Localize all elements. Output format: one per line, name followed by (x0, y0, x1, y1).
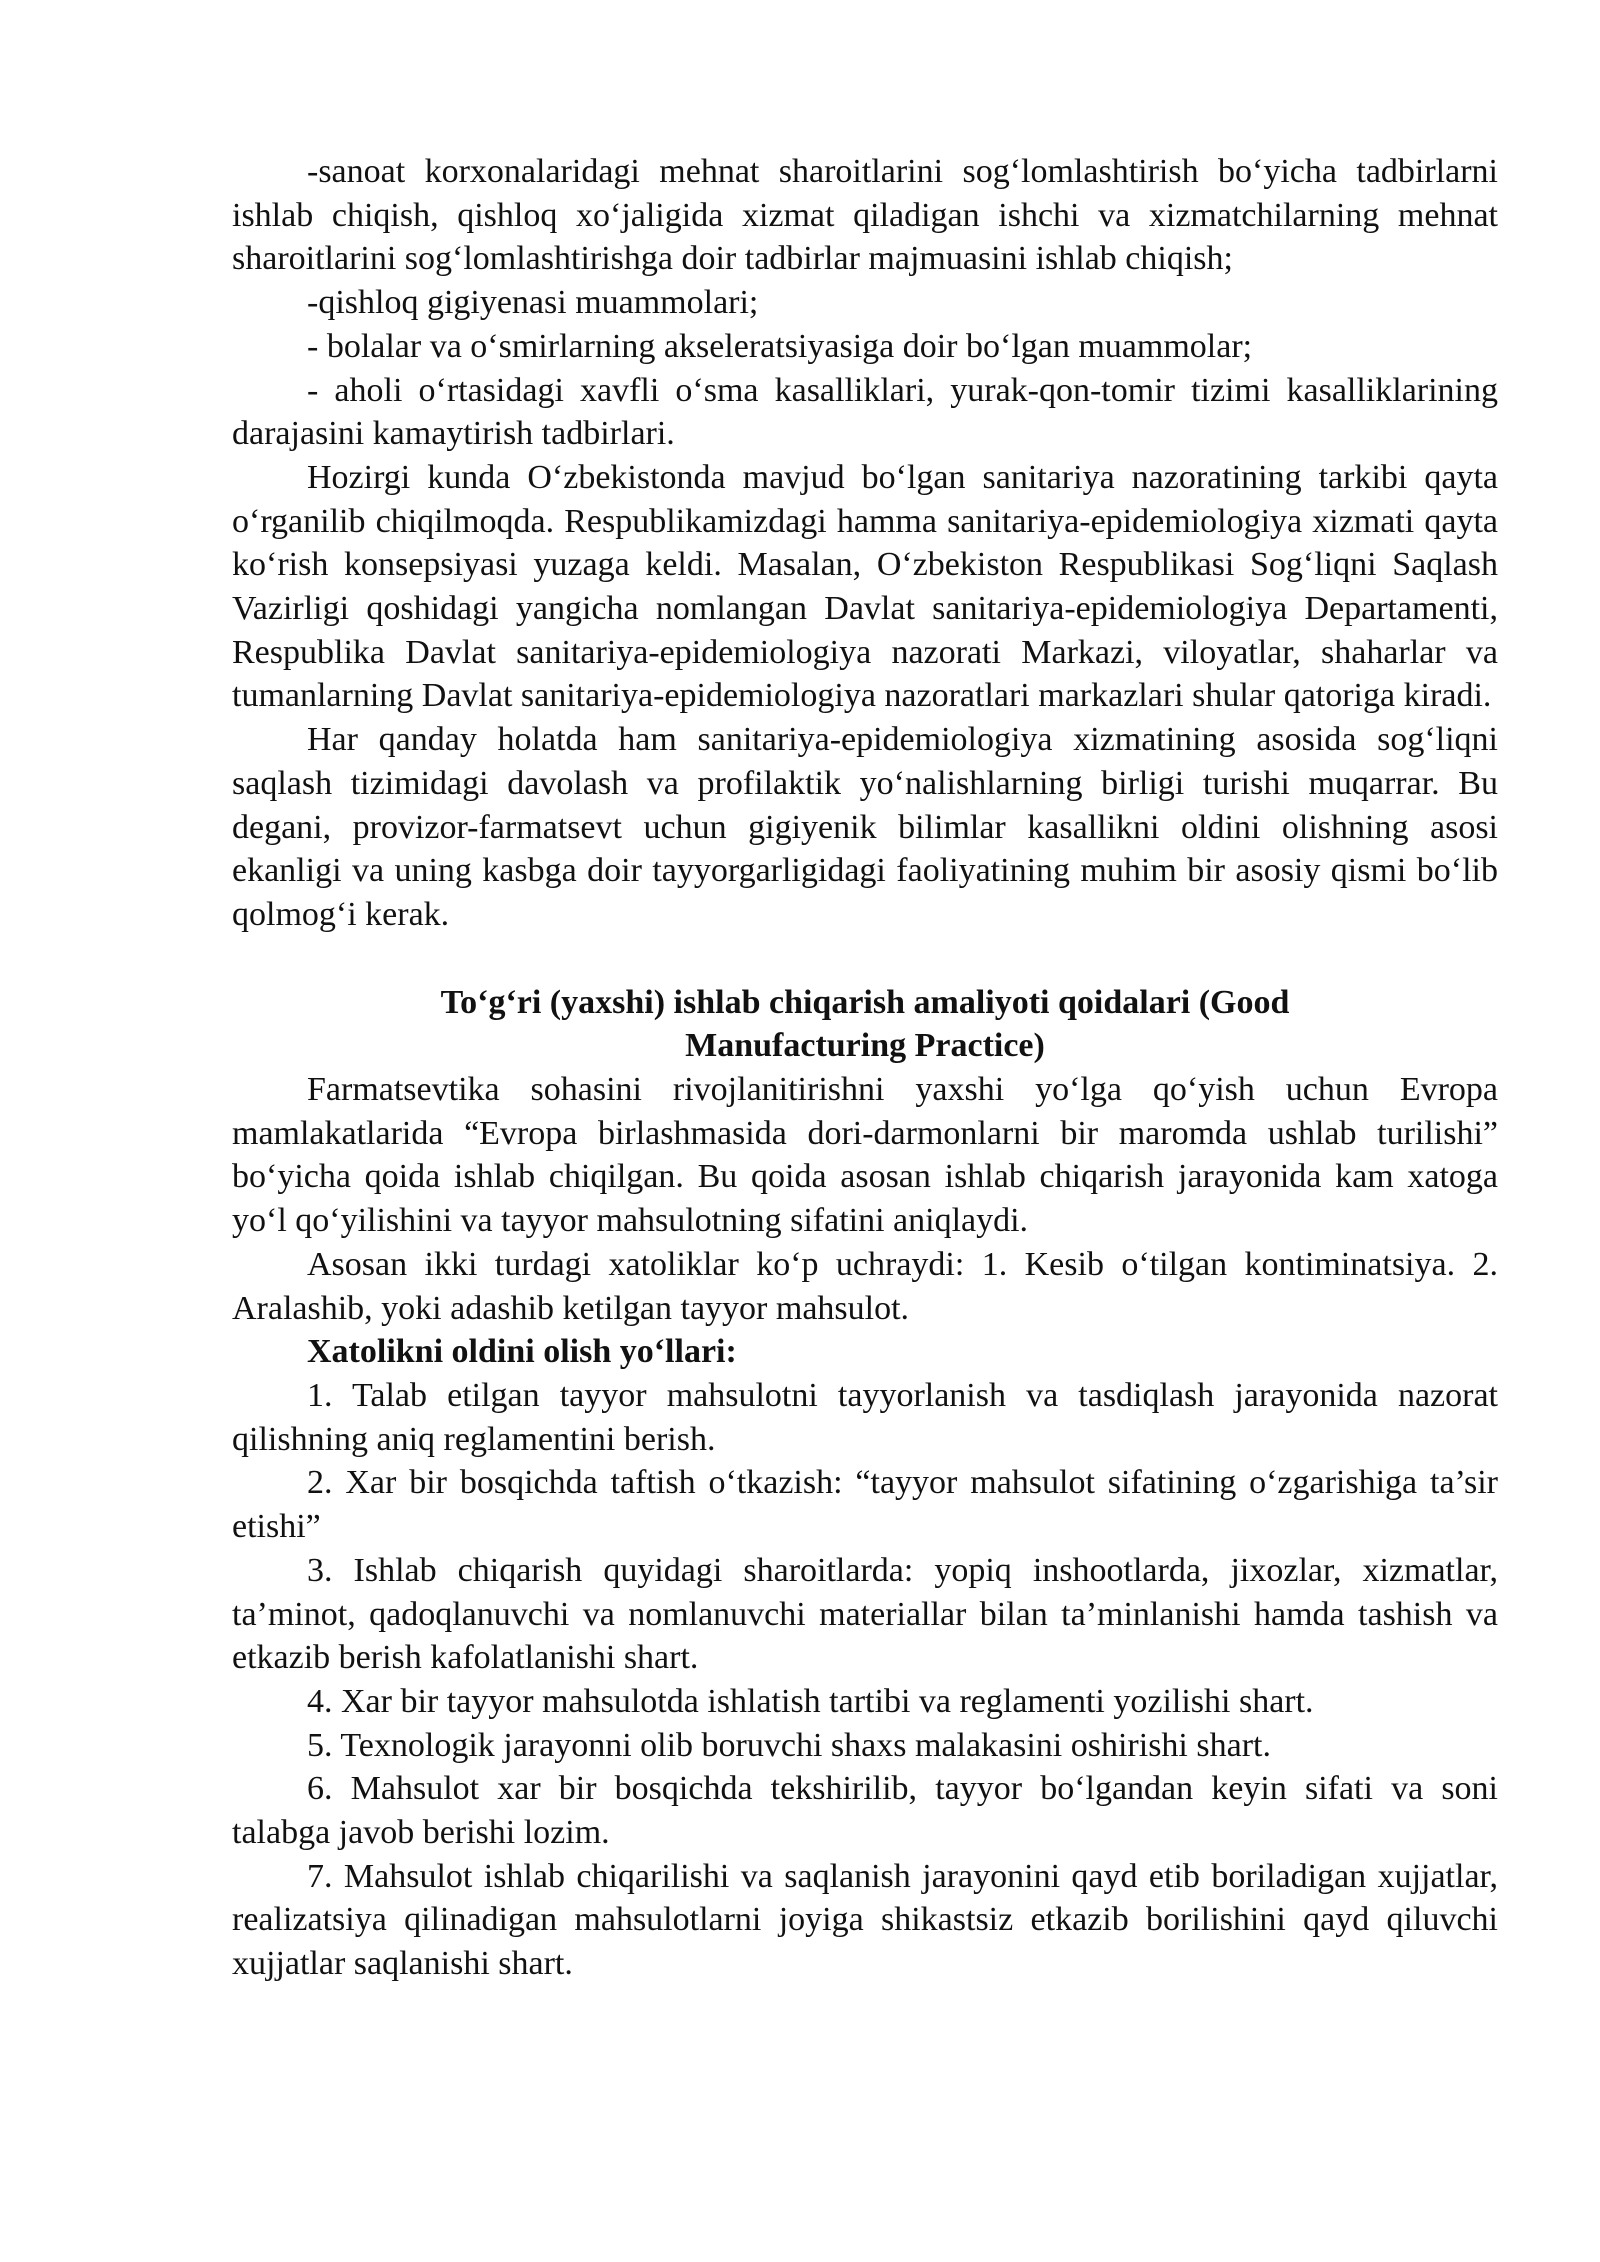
subheading-error-prevention: Xatolikni oldini olish yo‘llari: (307, 1333, 737, 1371)
paragraph-epidemiology-service: Har qanday holatda ham sanitariya-epidemiologiya xizmatining asosida sog‘liqni saqlash tizimidagi davolash va profilaktik yo‘nalishlarning birligi turishi muqarrar. Bu degani, provizor-farmatsevt uchun gigiyenik bilimlar kasallikni oldini olishning asosi ekanligi va uning kasbga doir tayyorgarligidagi faoliyatining muhim bir asosiy qismi bo‘lib qolmog‘i kerak. (232, 721, 1498, 933)
list-item: 2. Xar bir bosqichda taftish o‘tkazish: “tayyor mahsulot sifatining o‘zgarishiga ta’sir etishi” (232, 1464, 1498, 1546)
paragraph-sanoat-measures: -sanoat korxonalaridagi mehnat sharoitlarini sog‘lomlashtirish bo‘yicha tadbirlarni ishlab chiqish, qishloq xo‘jaligida xizmat qiladigan ishchi va xizmatchilarning mehnat sharoitlarini sog‘lomlashtirishga doir tadbirlar majmuasini ishlab chiqish; (232, 153, 1498, 278)
list-item: 7. Mahsulot ishlab chiqarilishi va saqlanish jarayonini qayd etib boriladigan xujjatlar, realizatsiya qilinadigan mahsulotlarni joyiga shikastsiz etkazib borilishini qayd qiluvchi xujjatlar saqlanishi shart. (232, 1857, 1498, 1983)
list-item: 4. Xar bir tayyor mahsulotda ishlatish tartibi va reglamenti yozilishi shart. (307, 1682, 1314, 1720)
document-page (232, 150, 1498, 1986)
list-item: 6. Mahsulot xar bir bosqichda tekshirilib, tayyor bo‘lgandan keyin sifati va soni talabga javob berishi lozim. (232, 1770, 1498, 1852)
paragraph-rural-hygiene: -qishloq gigiyenasi muammolari; (307, 284, 759, 322)
section-heading: To‘g‘ri (yaxshi) ishlab chiqarish amaliyoti qoidalari (Good Manufacturing Practice) (440, 983, 1290, 1065)
list-item: 3. Ishlab chiqarish quyidagi sharoitlarda: yopiq inshootlarda, jixozlar, xizmatlar, ta’minot, qadoqlanuvchi va nomlanuvchi materiallar bilan ta’minlanishi hamda tashish va etkazib berish kafolatlanishi shart. (232, 1551, 1498, 1677)
paragraph-disease-reduction: - aholi o‘rtasidagi xavfli o‘sma kasalliklari, yurak-qon-tomir tizimi kasalliklarining darajasini kamaytirish tadbirlari. (232, 371, 1498, 453)
paragraph-acceleration: - bolalar va o‘smirlarning akseleratsiyasiga doir bo‘lgan muammolar; (307, 327, 1253, 365)
list-item: 5. Texnologik jarayonni olib boruvchi shaxs malakasini oshirishi shart. (307, 1726, 1271, 1764)
paragraph-sanitary-control: Hozirgi kunda O‘zbekistonda mavjud bo‘lgan sanitariya nazoratining tarkibi qayta o‘rganilib chiqilmoqda. Respublikamizdagi hamma sanitariya-epidemiologiya xizmati qayta ko‘rish konsepsiyasi yuzaga keldi. Masalan, O‘zbekiston Respublikasi Sog‘liqni Saqlash Vazirligi qoshidagi yangicha nomlangan Davlat sanitariya-epidemiologiya Departamenti, Respublika Davlat sanitariya-epidemiologiya nazorati Markazi, viloyatlar, shaharlar va tumanlarning Davlat sanitariya-epidemiologiya nazoratlari markazlari shular qatoriga kiradi. (232, 458, 1498, 715)
list-item: 1. Talab etilgan tayyor mahsulotni tayyorlanish va tasdiqlash jarayonida nazorat qilishning aniq reglamentini berish. (232, 1376, 1498, 1458)
paragraph-pharma-rules: Farmatsevtika sohasini rivojlanitirishni yaxshi yo‘lga qo‘yish uchun Evropa mamlakatlarida “Evropa birlashmasida dori-darmonlarni bir maromda ushlab turilishi” bo‘yicha qoida ishlab chiqilgan. Bu qoida asosan ishlab chiqarish jarayonida kam xatoga yo‘l qo‘yilishini va tayyor mahsulotning sifatini aniqlaydi. (232, 1071, 1498, 1240)
paragraph-error-types: Asosan ikki turdagi xatoliklar ko‘p uchraydi: 1. Kesib o‘tilgan kontiminatsiya. 2. Aralashib, yoki adashib ketilgan tayyor mahsulot. (232, 1245, 1498, 1327)
